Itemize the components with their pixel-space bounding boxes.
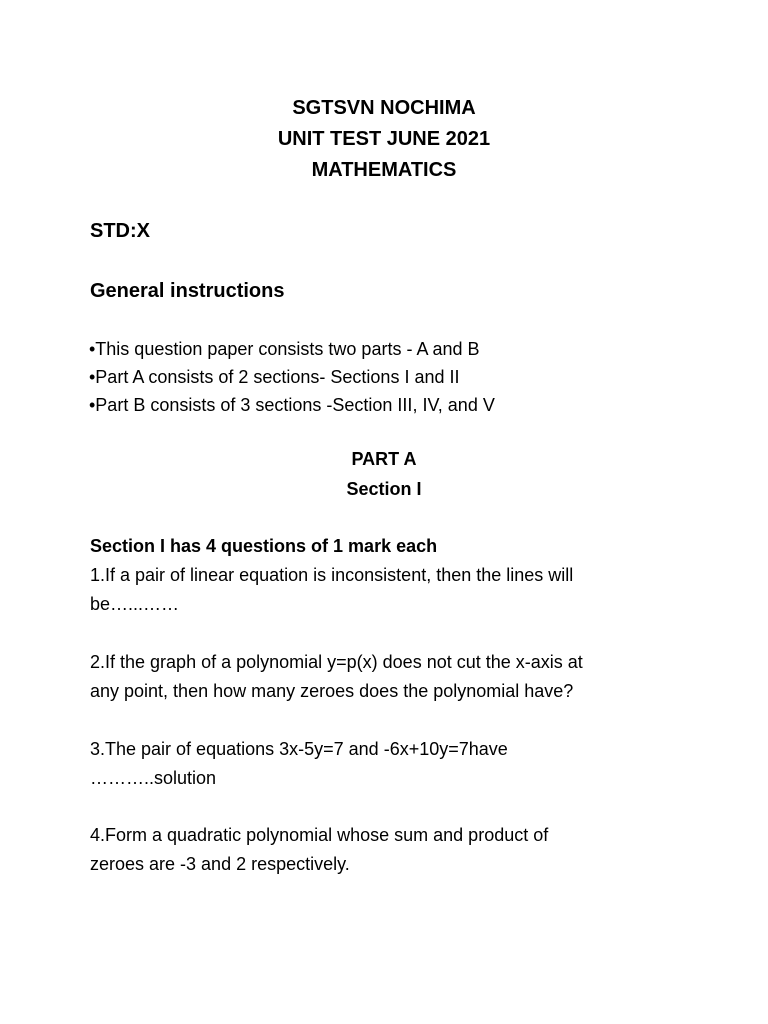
question-line: any point, then how many zeroes does the polynomial have? <box>90 681 574 701</box>
question-line: 4.Form a quadratic polynomial whose sum and product of <box>90 825 549 845</box>
question-line: ………..solution <box>90 768 217 788</box>
section-intro: Section I has 4 questions of 1 mark each <box>90 536 438 556</box>
instruction-item: •Part B consists of 3 sections -Section III, IV, and V <box>89 395 495 415</box>
question-line: 3.The pair of equations 3x-5y=7 and -6x+10y=7have <box>90 739 508 759</box>
instruction-item: •This question paper consists two parts - A and B <box>89 339 480 359</box>
school-name: SGTSVN NOCHIMA <box>292 97 476 119</box>
part-title: PART A <box>351 449 417 469</box>
question-line: be…...…… <box>90 594 180 614</box>
question-line: 1.If a pair of linear equation is inconsistent, then the lines will <box>90 565 574 585</box>
document-header <box>0 93 768 186</box>
part-heading <box>0 444 768 504</box>
section-title: Section I <box>346 479 422 499</box>
instructions-list <box>89 335 729 419</box>
subject-title: MATHEMATICS <box>311 159 457 181</box>
standard-label: STD:X <box>90 220 150 242</box>
instructions-heading: General instructions <box>90 280 285 302</box>
question-line: 2.If the graph of a polynomial y=p(x) does not cut the x-axis at <box>90 652 583 672</box>
question-4 <box>90 821 690 879</box>
question-3 <box>90 735 690 793</box>
question-line: zeroes are -3 and 2 respectively. <box>90 854 350 874</box>
question-1 <box>90 561 690 619</box>
instruction-item: •Part A consists of 2 sections- Sections I and II <box>89 367 460 387</box>
exam-title: UNIT TEST JUNE 2021 <box>277 128 491 150</box>
question-2 <box>90 648 690 706</box>
